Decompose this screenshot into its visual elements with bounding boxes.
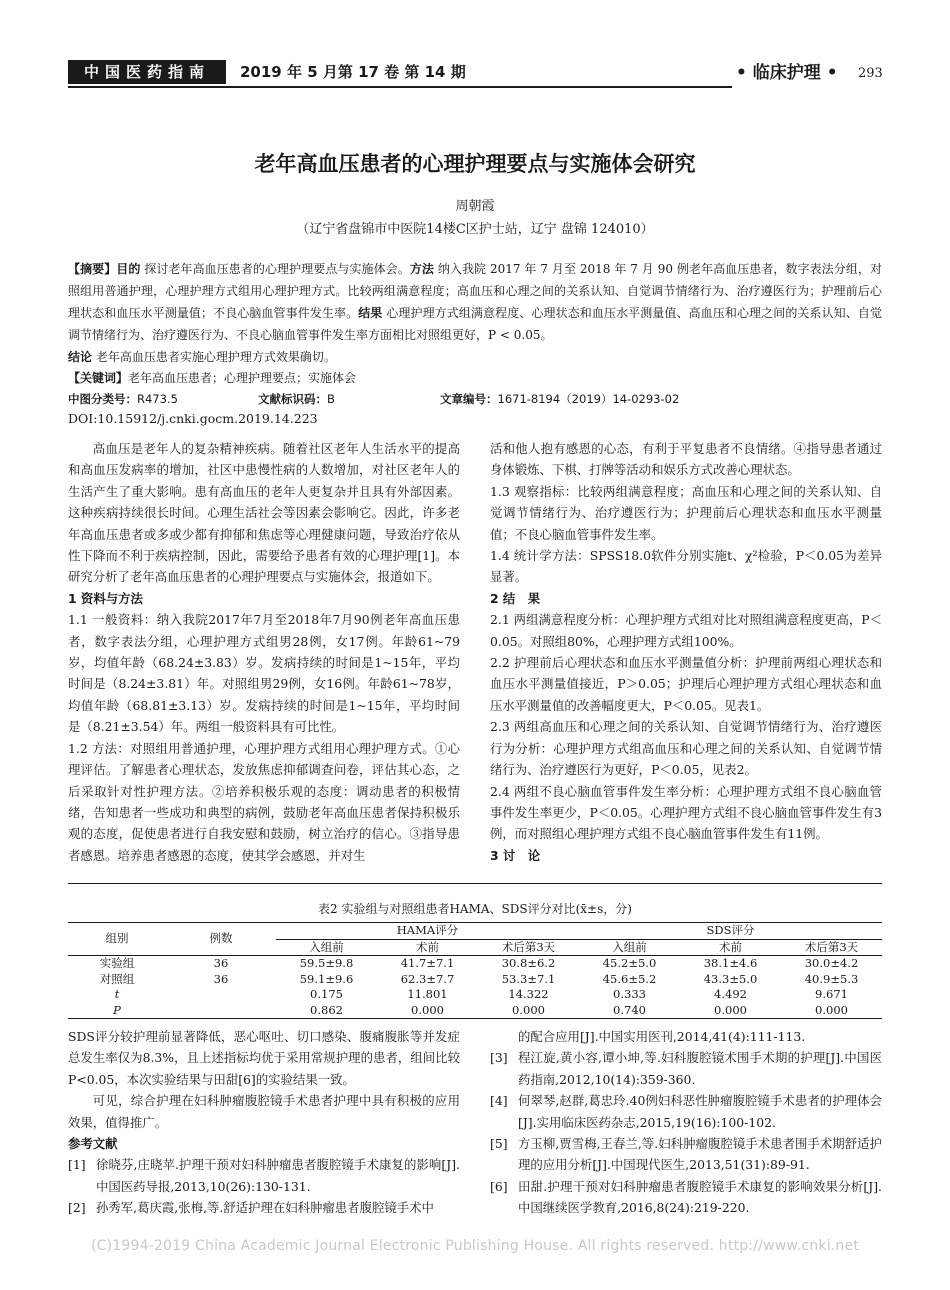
reference-item: [6] 田甜.护理干预对妇科肿瘤患者腹腔镜手术康复的影响效果分析[J].中国继续医学教育,2016,8(24):219-220.: [490, 1178, 882, 1216]
sub-header: 术后第3天: [478, 939, 579, 956]
table-row: P 0.862 0.000 0.000 0.740 0.000 0.000: [68, 1003, 882, 1019]
table-title: 表2 实验组与对照组患者HAMA、SDS评分对比(x̄±s，分): [318, 902, 632, 916]
results-text: 心理护理方式组满意程度、心理状态和血压水平测量值、高血压和心理之间的关系认知、自觉调节情绪行为、治疗遵医行为、不良心脑血管事件发生率方面相比对照组更好，P < 0.05。: [68, 306, 882, 342]
body-left-column: [68, 438, 460, 866]
paragraph-1-2: 1.2 方法：对照组用普通护理，心理护理方式组用心理护理方式。①心理评估。了解患者心理状态，发放焦虑抑郁调查问卷，评估其心态，之后采取针对性护理方法。②培养积极乐观的态度：调动患者的积极情绪，告知患者一些成功和典型的病例，鼓励老年高血压患者保持积极乐观的态度，促使患者进行自我安慰和鼓励，树立治疗的信心。③指导患者感恩。培养患者感恩的态度，使其学会感恩，并对生: [68, 740, 460, 863]
table-separator: [68, 883, 882, 884]
copyright-footer: (C)1994-2019 China Academic Journal Electronic Publishing House. All rights reserved. http://www.cnki.net: [90, 1238, 860, 1254]
intro-paragraph: 高血压是老年人的复杂精神疾病。随着社区老年人生活水平的提高和高血压发病率的增加，社区中患慢性病的人数增加，对社区老年人的生活产生了重大影响。患有高血压的老年人更复杂并且具有外部因素。这种疾病持续很长时间。心理生活社会等因素会影响它。因此，许多老年高血压患者或多或少都有抑郁和焦虑等心理健康问题，导致治疗依从性下降而不利于疾病控制，因此，需要给予患者有效的心理护理[1]。本研究分析了老年高血压患者的心理护理要点与实施体会，报道如下。: [68, 441, 460, 585]
methods-label: 方法: [409, 262, 434, 276]
table-row: 对照组 36 59.1±9.6 62.3±7.7 53.3±7.1 45.6±5.2 43.3±5.0 40.9±5.3: [99, 971, 859, 986]
col-header-n: 例数: [166, 923, 276, 956]
conclusion-label: 结论: [68, 350, 93, 364]
discussion-paragraph: 可见，综合护理在妇科肿瘤腹腔镜手术患者护理中具有积极的应用效果，值得推广。: [68, 1093, 460, 1130]
table-row: 实验组 36 59.5±9.8 41.7±7.1 30.8±6.2 45.2±5.0 38.1±4.6 30.0±4.2: [99, 956, 859, 970]
lower-left-column: [68, 1026, 460, 1219]
clc-number: 中图分类号：R473.5: [68, 392, 178, 406]
sub-header: 入组前: [579, 939, 680, 956]
objective-label: 目的: [116, 262, 141, 276]
abstract: [68, 258, 882, 368]
reference-item: [3] 程江旋,黄小容,谭小坤,等.妇科腹腔镜术围手术期的护理[J].中国医药指南,2012,10(14):359-360.: [490, 1050, 882, 1087]
article-number: 文章编号：1671-8194（2019）14-0293-02: [440, 392, 680, 406]
col-header-hama: HAMA评分: [276, 923, 579, 940]
abstract-label: 【摘要】: [68, 262, 117, 276]
author: 周朝霞: [455, 199, 495, 214]
reference-item: [2] 孙秀军,葛庆霞,张梅,等.舒适护理在妇科肿瘤患者腹腔镜手术中: [68, 1200, 434, 1216]
sub-header: 术后第3天: [781, 939, 882, 956]
objective-text: 探讨老年高血压患者的心理护理要点与实施体会。: [144, 262, 410, 276]
reference-item: [1] 徐晓芬,庄晓苹.护理干预对妇科肿瘤患者腹腔镜手术康复的影响[J].中国医药导报,2013,10(26):130-131.: [68, 1157, 460, 1194]
sub-header: 术前: [680, 939, 781, 956]
header-rule: [68, 86, 732, 88]
article-title: 老年高血压患者的心理护理要点与实施体会研究: [254, 152, 696, 176]
col-header-group: 组别: [68, 923, 166, 956]
lower-right-column: [490, 1026, 882, 1219]
table-row: t 0.175 11.801 14.322 0.333 4.492 9.671: [114, 987, 848, 1001]
discussion-paragraph: SDS评分较护理前显著降低，恶心呕吐、切口感染、腹痛腹胀等并发症总发生率仅为8.3%，且上述指标均优于采用常规护理的患者，组间比较P<0.05，本次实验结果与田甜[6]的实验结果一致。: [68, 1029, 460, 1087]
section-heading-2: 2 结 果: [490, 590, 541, 606]
paragraph-1-1: 1.1 一般资料：纳入我院2017年7月至2018年7月90例老年高血压患者，数字表法分组，心理护理方式组男28例，女17例。年龄61~79岁，均值年龄（68.24±3.83）岁。发病持续的时间是1~15年，平均时间是（8.24±3.81）年。对照组男29例，女16例。年龄61~78岁，均值年龄（68.81±3.13）岁。发病持续的时间是1~15年，平均时间是（8.21±3.54）年。两组一般资料具有可比性。: [68, 612, 460, 735]
doi: DOI:10.15912/j.cnki.gocm.2019.14.223: [68, 411, 318, 426]
paragraph-2-1: 2.1 两组满意程度分析：心理护理方式组对比对照组满意程度更高，P＜0.05。对照组80%，心理护理方式组100%。: [490, 612, 882, 649]
reference-item: [5] 方玉柳,贾雪梅,王春兰,等.妇科肿瘤腹腔镜手术患者围手术期舒适护理的应用分析[J].中国现代医生,2013,51(31):89-91.: [490, 1136, 882, 1173]
paragraph-2-3: 2.3 两组高血压和心理之间的关系认知、自觉调节情绪行为、治疗遵医行为分析：心理护理方式组高血压和心理之间的关系认知、自觉调节情绪行为、治疗遵医行为更好，P＜0.05，见表2。: [490, 719, 882, 778]
affiliation: （辽宁省盘锦市中医院14楼C区护士站，辽宁 盘锦 124010）: [296, 222, 654, 237]
keywords: [68, 367, 356, 389]
reference-item: [4] 何翠琴,赵群,葛忠玲.40例妇科恶性肿瘤腹腔镜手术患者的护理体会[J].实用临床医药杂志,2015,19(16):100-102.: [490, 1093, 882, 1130]
paragraph-1-4: 1.4 统计学方法：SPSS18.0软件分别实施t、χ²检验，P＜0.05为差异显著。: [490, 548, 882, 585]
references-heading: 参考文献: [68, 1136, 118, 1152]
issue-info: 2019 年 5 月第 17 卷 第 14 期: [240, 63, 466, 81]
paragraph-2-2: 2.2 护理前后心理状态和血压水平测量值分析：护理前两组心理状态和血压水平测量值接近，P＞0.05；护理后心理护理方式组心理状态和血压水平测量值的改善幅度更大，P＜0.05。见表1。: [490, 655, 882, 713]
col-header-sds: SDS评分: [579, 923, 882, 940]
paragraph-1-3: 1.3 观察指标：比较两组满意程度；高血压和心理之间的关系认知、自觉调节情绪行为、治疗遵医行为；护理前后心理状态和血压水平测量值；不良心脑血管事件发生率。: [490, 483, 882, 542]
paragraph-2-4: 2.4 两组不良心脑血管事件发生率分析：心理护理方式组不良心脑血管事件发生率更少，P＜0.05。心理护理方式组不良心脑血管事件发生有3例，而对照组心理护理方式组不良心脑血管事件发生有11例。: [490, 783, 882, 842]
methods-text: 纳入我院 2017 年 7 月至 2018 年 7 月 90 例老年高血压患者，数字表法分组，对照组用普通护理，心理护理方式组用心理护理方式。比较两组满意程度；高血压和心理之间的关系认知、自觉调节情绪行为、治疗遵医行为；护理前后心理状态和血压水平测量值；不良心脑血管事件发生率。: [68, 262, 882, 320]
sub-header: 入组前: [276, 939, 377, 956]
journal-name: 中国医药指南: [68, 60, 226, 84]
sub-header: 术前: [377, 939, 478, 956]
keywords-text: 老年高血压患者；心理护理要点；实施体会: [128, 371, 357, 385]
section-heading-1: 1 资料与方法: [68, 590, 143, 606]
body-right-column: [490, 438, 882, 866]
hama-sds-table: [68, 922, 882, 1019]
reference-list: [68, 1154, 460, 1218]
keywords-label: 【关键词】: [68, 371, 129, 385]
reference-list: [490, 1026, 882, 1219]
section-heading-3: 3 讨 论: [490, 847, 541, 863]
results-label: 结果: [358, 306, 383, 320]
document-code: 文献标识码：B: [258, 392, 335, 406]
conclusion-text: 老年高血压患者实施心理护理方式效果确切。: [95, 350, 336, 364]
section-label: • 临床护理 •: [736, 63, 838, 83]
page-number: 293: [858, 66, 883, 81]
paragraph-cont: 活和他人抱有感恩的心态，有利于平复患者不良情绪。④指导患者通过身体锻炼、下棋、打牌等活动和娱乐方式改善心理状态。: [490, 441, 882, 478]
reference-continuation: 的配合应用[J].中国实用医刊,2014,41(4):111-113.: [518, 1029, 806, 1044]
